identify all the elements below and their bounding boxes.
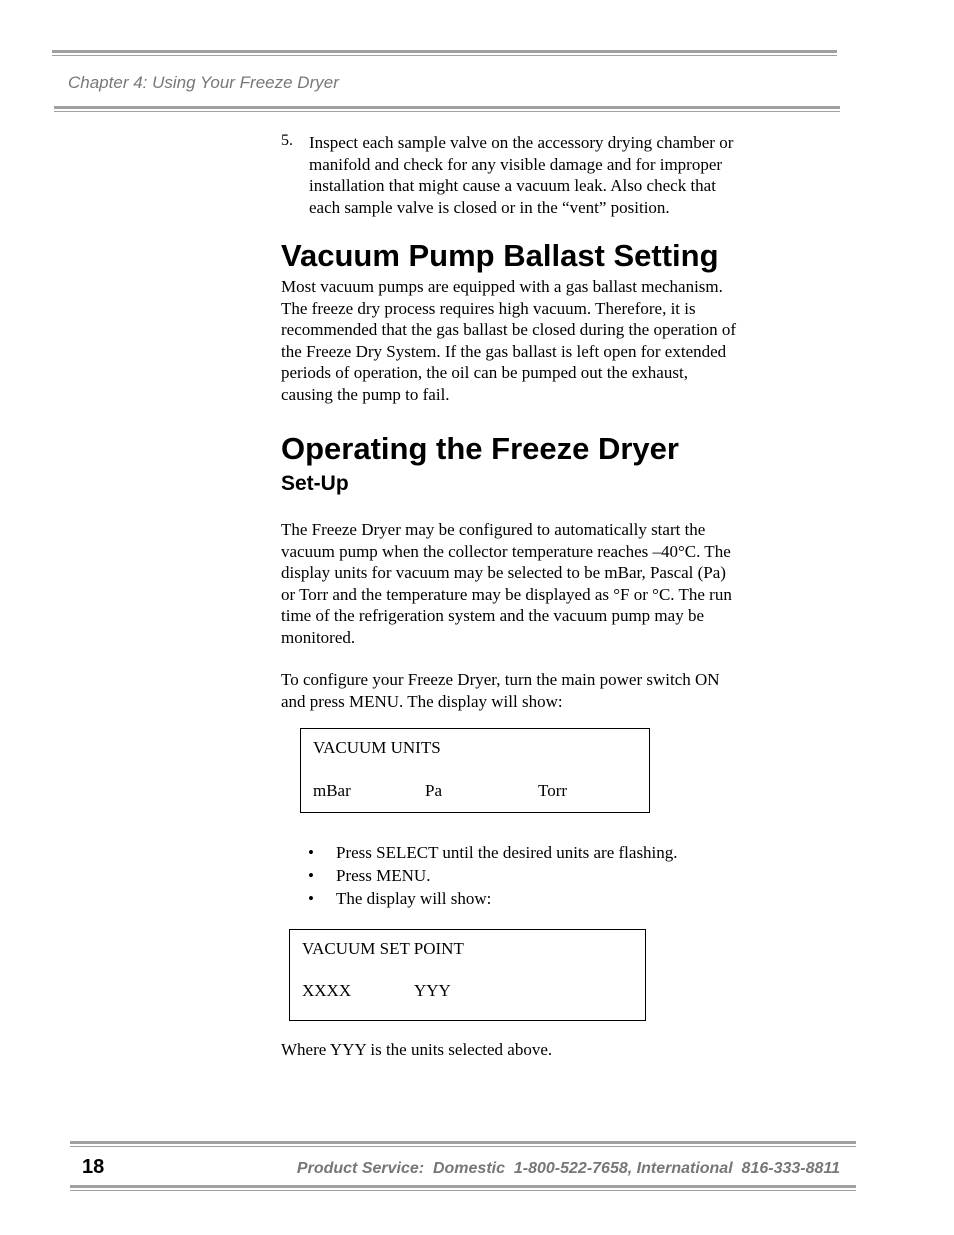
value-xxxx: XXXX xyxy=(302,981,352,1000)
closing-text: Where YYY is the units selected above. xyxy=(281,1040,553,1059)
subheading-setup: Set-Up xyxy=(281,472,349,495)
step-5 xyxy=(281,132,791,218)
list-item: • Press SELECT until the desired units are flashing. xyxy=(308,841,678,864)
main-content xyxy=(281,132,791,712)
chapter-title: Chapter 4: Using Your Freeze Dryer xyxy=(68,73,339,92)
setup-paragraph-2: To configure your Freeze Dryer, turn the main power switch ON and press MENU. The display will show: xyxy=(281,670,720,711)
ballast-paragraph: Most vacuum pumps are equipped with a gas ballast mechanism. The freeze dry process requires high vacuum. Therefore, it is recommended that the gas ballast be closed during the operation of the Freeze Dry System. If the gas ballast is left open for extended periods of operation, the oil can be pumped out the exhaust, causing the pump to fail. xyxy=(281,277,737,404)
instruction-list xyxy=(308,841,678,910)
list-item: • Press MENU. xyxy=(308,864,678,887)
option-mbar: mBar xyxy=(313,781,351,800)
display-vacuum-units xyxy=(300,728,650,813)
header-top-rule xyxy=(52,50,837,56)
list-item: • The display will show: xyxy=(308,887,678,910)
display-vacuum-set-point xyxy=(289,929,646,1021)
footer-bottom-rule xyxy=(70,1185,856,1191)
value-yyy: YYY xyxy=(414,981,451,1000)
heading-ballast: Vacuum Pump Ballast Setting xyxy=(281,238,719,273)
footer-top-rule xyxy=(70,1141,856,1147)
product-service-contact: Product Service: Domestic 1-800-522-7658, International 816-333-8811 xyxy=(296,1160,840,1177)
step-number: 5. xyxy=(281,132,293,149)
display-title: VACUUM UNITS xyxy=(313,738,441,757)
header-bottom-rule xyxy=(54,106,840,112)
option-pa: Pa xyxy=(425,781,442,800)
setup-paragraph-1: The Freeze Dryer may be configured to automatically start the vacuum pump when the collector temperature reaches –40°C. The display units for vacuum may be selected to be mBar, Pascal (Pa) or Torr and the temperature may be displayed as °F or °C. The run time of the refrigeration system and the vacuum pump may be monitored. xyxy=(281,520,732,647)
step-5-text: Inspect each sample valve on the accessory drying chamber or manifold and check for any visible damage and for improper installation that might cause a vacuum leak. Also check that each sample valve is closed or in the “vent” position. xyxy=(309,133,734,217)
heading-operating: Operating the Freeze Dryer xyxy=(281,431,679,466)
display-title: VACUUM SET POINT xyxy=(302,939,464,958)
option-torr: Torr xyxy=(538,781,568,800)
page-number: 18 xyxy=(82,1156,105,1178)
